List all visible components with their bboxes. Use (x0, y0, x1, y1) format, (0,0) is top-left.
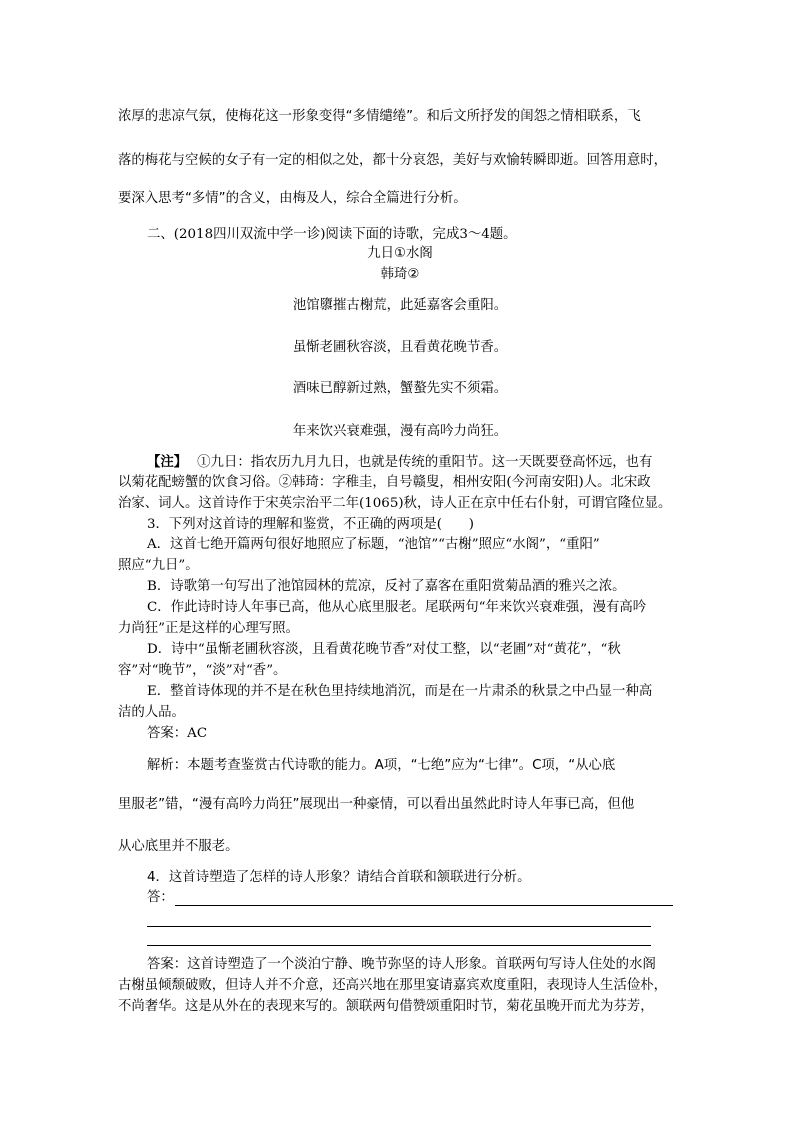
note-label: 【注】 (147, 454, 188, 470)
section-intro: 二、(2018四川双流中学一诊)阅读下面的诗歌，完成3～4题。 (147, 227, 517, 242)
answer-blank-line (147, 945, 651, 946)
note-text: ①九日：指农历九月九日，也就是传统的重阳节。这一天既要登高怀远，也有 (197, 455, 653, 470)
answer-blank-line (175, 905, 673, 906)
poem-line: 池馆隳摧古榭荒，此延嘉客会重阳。 (292, 298, 508, 313)
poem-line: 酒味已醇新过熟，蟹螯先实不须霜。 (292, 381, 508, 396)
note-line (147, 452, 678, 473)
answer-blank-line (147, 926, 651, 927)
option-a: A．这首七绝开篇两句很好地照应了标题，“池馆”“古榭”照应“水阁”，“重阳” (147, 537, 600, 552)
poem-line: 年来饮兴衰难强，漫有高吟力尚狂。 (292, 424, 508, 439)
option-b: B．诗歌第一句写出了池馆园林的荒凉，反衬了嘉客在重阳赏菊品酒的雅兴之浓。 (147, 579, 626, 594)
option-e-cont: 洁的人品。 (118, 705, 185, 720)
option-c: C．作此诗时诗人年事已高，他从心底里服老。尾联两句“年来饮兴衰难强，漫有高吟 (147, 600, 647, 615)
question-stem: 3．下列对这首诗的理解和鉴赏，不正确的两项是( ) (147, 517, 474, 532)
option-d: D．诗中“虽惭老圃秋容淡，且看黄花晚节香”对仗工整，以“老圃”对“黄花”，“秋 (147, 642, 621, 657)
text-line: 要深入思考“多情”的含义，由梅及人，综合全篇进行分析。 (118, 191, 467, 206)
poem-line: 虽惭老圃秋容淡，且看黄花晚节香。 (292, 340, 508, 355)
answer-text: 答案：这首诗塑造了一个淡泊宁静、晚节弥坚的诗人形象。首联两句写诗人住处的水阁 (147, 957, 656, 972)
answer-label: 答： (147, 890, 174, 905)
option-e: E．整首诗体现的并不是在秋色里持续地消沉，而是在一片肃杀的秋景之中凸显一种高 (147, 684, 653, 699)
answer-text: 古榭虽倾颓破败，但诗人并不介意，还高兴地在那里宴请嘉宾欢度重阳，表现诗人生活俭朴， (118, 978, 668, 993)
analysis-line: 解析：本题考查鉴赏古代诗歌的能力。A项，“七绝”应为“七律”。C项，“从心底 (147, 758, 616, 773)
analysis-line: 从心底里并不服老。 (118, 839, 239, 854)
text-line: 落的梅花与空候的女子有一定的相似之处，都十分哀怨，美好与欢愉转瞬即逝。回答用意时， (118, 153, 668, 168)
note-line: 以菊花配螃蟹的饮食习俗。②韩琦：字稚圭，自号赣叟，相州安阳(今河南安阳)人。北宋政 (118, 475, 651, 490)
text-line: 浓厚的悲凉气氛，使梅花这一形象变得“多情缱绻”。和后文所抒发的闺怨之情相联系，飞 (118, 109, 641, 124)
answer-text: 不尚奢华。这是从外在的表现来写的。颔联两句借赞颂重阳时节，菊花虽晚开而尤为芬芳， (118, 999, 654, 1014)
option-d-cont: 容”对“晚节”，“淡”对“香”。 (118, 663, 287, 678)
option-a-cont: 照应“九日”。 (118, 558, 199, 573)
poem-title: 九日①水阁 (367, 246, 433, 261)
poem-author: 韩琦② (380, 267, 420, 282)
answer: 答案：AC (147, 726, 208, 741)
option-c-cont: 力尚狂”正是这样的心理写照。 (118, 621, 299, 636)
note-line: 治家、词人。这首诗作于宋英宗治平二年(1065)秋，诗人正在京中任右仆射，可谓官隆位显。 (118, 496, 672, 511)
analysis-line: 里服老”错，“漫有高吟力尚狂”展现出一种豪情，可以看出虽然此时诗人年事已高，但他 (118, 797, 635, 812)
question-stem: 4．这首诗塑造了怎样的诗人形象？请结合首联和颔联进行分析。 (147, 870, 531, 885)
